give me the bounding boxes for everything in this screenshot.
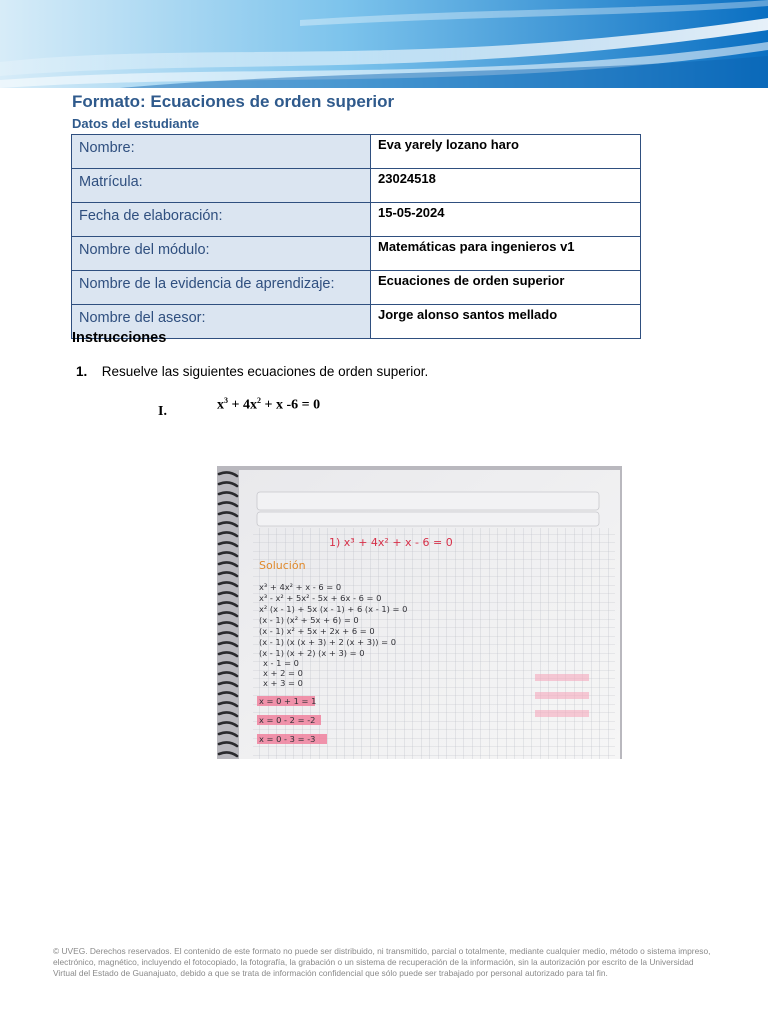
highlight-mark: [535, 710, 589, 717]
instruction-item: [76, 364, 428, 379]
highlight-mark: [535, 692, 589, 699]
row-label: Matrícula:: [72, 169, 371, 203]
notebook-step: (x - 1) x² + 5x + 2x + 6 = 0: [259, 626, 375, 636]
item-number: 1.: [76, 364, 88, 379]
notebook-photo: [217, 466, 622, 759]
table-row: [72, 271, 641, 305]
row-label: Nombre del asesor:: [72, 305, 371, 339]
notebook-photo-graphic: [217, 466, 622, 759]
student-info-table: [71, 134, 641, 339]
row-value: 23024518: [371, 169, 641, 203]
row-value: Eva yarely lozano haro: [371, 135, 641, 169]
row-value: Jorge alonso santos mellado: [371, 305, 641, 339]
equation-term: x: [217, 397, 224, 413]
table-row: [72, 169, 641, 203]
exercise-numeral: I.: [158, 404, 167, 419]
notebook-answer: x = 0 - 2 = -2: [259, 715, 316, 725]
equation: [217, 396, 320, 414]
row-label: Fecha de elaboración:: [72, 203, 371, 237]
row-label: Nombre de la evidencia de aprendizaje:: [72, 271, 371, 305]
equation-term: + 4x: [228, 397, 257, 413]
equation-term: + x -6 = 0: [260, 397, 321, 413]
equation-exponent: 2: [256, 396, 261, 405]
copyright-footer: © UVEG. Derechos reservados. El contenido de este formato no puede ser distribuido, ni transmitido, parcial o totalmente, mediante cualquier medio, método o sistema impreso, electrónico, magnético, incluyendo el fotocopiado, la fotografía, la grabación o un sistema de recuperación de la información, sin la autorización por escrito de la Universidad Virtual del Estado de Guanajuato, debido a que se trata de información confidencial que sólo puede ser trabajado por personal autorizado para tal fin.: [53, 946, 711, 978]
notebook-answer: x = 0 + 1 = 1: [259, 696, 317, 706]
notebook-heading: 1) x³ + 4x² + x - 6 = 0: [329, 536, 453, 549]
notebook-step: (x - 1) (x + 2) (x + 3) = 0: [259, 648, 365, 658]
row-label: Nombre:: [72, 135, 371, 169]
table-row: [72, 203, 641, 237]
section-subtitle: Datos del estudiante: [72, 116, 200, 131]
table-row: [72, 135, 641, 169]
notebook-root: x + 2 = 0: [263, 668, 303, 678]
header-wave-graphic: [0, 0, 768, 88]
notebook-step: x² (x - 1) + 5x (x - 1) + 6 (x - 1) = 0: [259, 604, 408, 614]
notebook-step: (x - 1) (x (x + 3) + 2 (x + 3)) = 0: [259, 637, 397, 647]
notebook-step: (x - 1) (x² + 5x + 6) = 0: [259, 615, 359, 625]
row-value: Matemáticas para ingenieros v1: [371, 237, 641, 271]
table-row: [72, 237, 641, 271]
row-value: Ecuaciones de orden superior: [371, 271, 641, 305]
header-banner: [0, 0, 768, 88]
row-label: Nombre del módulo:: [72, 237, 371, 271]
instructions-heading: Instrucciones: [72, 330, 167, 346]
document-title: Formato: Ecuaciones de orden superior: [72, 92, 395, 111]
equation-exponent: 3: [224, 396, 228, 405]
highlight-mark: [535, 674, 589, 681]
notebook-step: x³ - x² + 5x² - 5x + 6x - 6 = 0: [259, 593, 382, 603]
item-text: Resuelve las siguientes ecuaciones de orden superior.: [101, 364, 429, 379]
notebook-solution-label: Solución: [259, 559, 306, 572]
row-value: 15-05-2024: [371, 203, 641, 237]
notebook-root: x + 3 = 0: [263, 678, 303, 688]
notebook-step: x³ + 4x² + x - 6 = 0: [259, 582, 342, 592]
notebook-answer: x = 0 - 3 = -3: [259, 734, 316, 744]
notebook-root: x - 1 = 0: [263, 658, 299, 668]
